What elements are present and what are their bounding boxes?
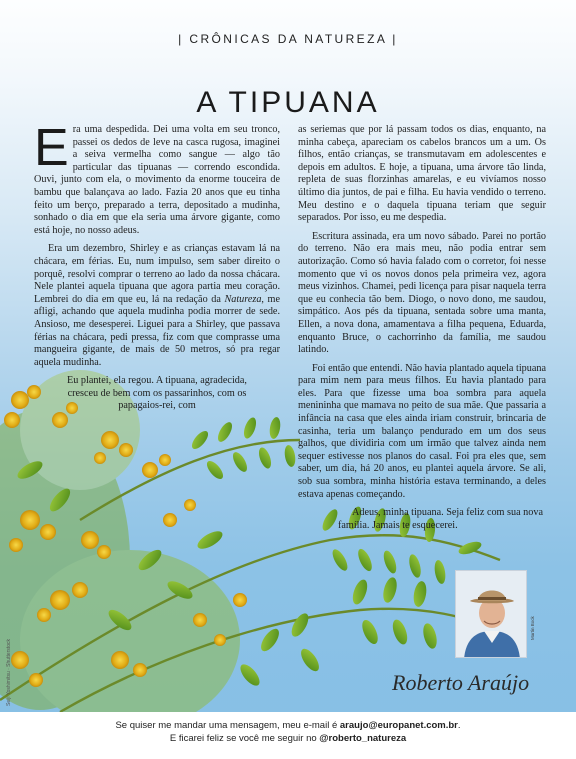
paragraph-2-end: , me afligi, achando que aquela mudinha podia morrer de sede. Ansioso, me desesperei. Liguei para a Shirley, que passava férias na chácara, pedi pressa, fiz com que comprasse uma mangueira gigante, de mais de 50 metros, só pra regar aquela mudinha.: [34, 293, 280, 368]
paragraph-7: Adeus, minha tipuana. Seja feliz com sua nova família. Jamais te esquecerei.: [338, 507, 543, 531]
photo-credit: Martin Bock: [530, 616, 535, 640]
section-tag: | CRÔNICAS DA NATUREZA |: [178, 32, 398, 46]
footer-social-label: E ficarei feliz se você me seguir no: [169, 733, 320, 744]
paragraph-1: [34, 119, 280, 237]
paragraph-6: Foi então que entendi. Não havia plantado aquela tipuana para mim nem para meus filhos. Eu havia plantado para eles. Para que fizesse uma boa sombra para aquela menininha que mamava no peito de sua mãe. Que passaria a infância na casa que eles ainda iriam construir, brincaria de casinha, teria um balanço pendurado em um dos seus galhos, que dividiria com um irmão que talvez ainda nem sequer estivesse nos planos do casal. Foi pra eles que, sem saber, um dia, há 20 anos, eu plantei aquela árvore. Se ali, sob sua sombra, minha história estava terminando, a deles estava apenas começando.: [298, 362, 546, 500]
paragraph-1-text: ra uma despedida. Dei uma volta em seu tronco, passei os dedos de leve na casca rugosa, imaginei a seiva vermelha como sangue — algo tão particular das tipuanas — correndo escondida. Ouvi, junto com ela, o movimento da enorme touceira de bambu que balançava ao lado. Fazia 20 anos que eu tinha feito um berço, preparado a terra, depositado a mudinha, sonhado o dia em que ela seria uma árvore gigante, como está hoje, no nosso adeus.: [34, 124, 280, 236]
image-credit: Seiji Yoshimitsu · Shutterstock: [6, 639, 12, 706]
dropcap: E: [34, 119, 69, 177]
paragraph-4: as seriemas que por lá passam todos os dias, enquanto, na minha cabeça, apareciam os cabelos brancos um a um. Os filhos, então crianças, se transmutavam em adolescentes e depois em adultos. E hoje, a tipuana, uma árvore tão linda, repleta de suas florzinhas amarelas, e eu vivíamos nosso último dia juntos, de pai e filha. Eu havia vendido o terreno. Meu destino e o daquela tipuana teriam que seguir separados. Por isso, eu me despedia.: [298, 124, 546, 224]
author-portrait-icon: [456, 571, 527, 658]
article-column-left: [34, 119, 280, 419]
social-handle-link[interactable]: @roberto_natureza: [319, 733, 407, 744]
magazine-name: Natureza: [224, 293, 262, 305]
footer-line-email: [0, 719, 576, 732]
paragraph-2: [34, 243, 280, 369]
article-title: A TIPUANA: [196, 86, 380, 119]
footer-period: .: [457, 720, 461, 731]
paragraph-3: Eu plantei, ela regou. A tipuana, agradecida, cresceu de bem com os passarinhos, com os papagaios-rei, com: [67, 375, 247, 412]
paragraph-2-start: Era um dezembro, Shirley e as crianças estavam lá na chácara, em férias. Eu, num impulso, sem saber direito o porquê, resolvi comprar o terreno ao lado da nossa chácara. Nele plantei aquela tipuana que agora partia meu coração. Lembrei do dia em que eu, lá na redação da: [34, 243, 280, 305]
author-photo: [455, 570, 527, 658]
footer-line-social: [0, 732, 576, 745]
footer-contact: [0, 719, 576, 745]
article-column-right: [298, 124, 546, 538]
footer-email-label: Se quiser me mandar uma mensagem, meu e-mail é: [115, 720, 340, 731]
email-link[interactable]: araujo@europanet.com.br: [339, 720, 458, 731]
author-signature: Roberto Araújo: [392, 670, 530, 695]
paragraph-5: Escritura assinada, era um novo sábado. Parei no portão do terreno. Não era mais meu, não podia entrar sem autorização. Como só havia falado com o corretor, foi nesse momento que vi os novos donos pela primeira vez, agora meus vizinhos. Chamei, pedi licença para pisar naquela terra que eu conhecia tão bem. Diogo, o novo dono, me saudou, simpático. Aos pés da tipuana, sentada sobre uma manta, Ellen, a nova dona, amamentava a filha pequena, Eduarda, enquanto Bruce, o cachorrinho da família, me saudou latindo.: [298, 230, 546, 356]
